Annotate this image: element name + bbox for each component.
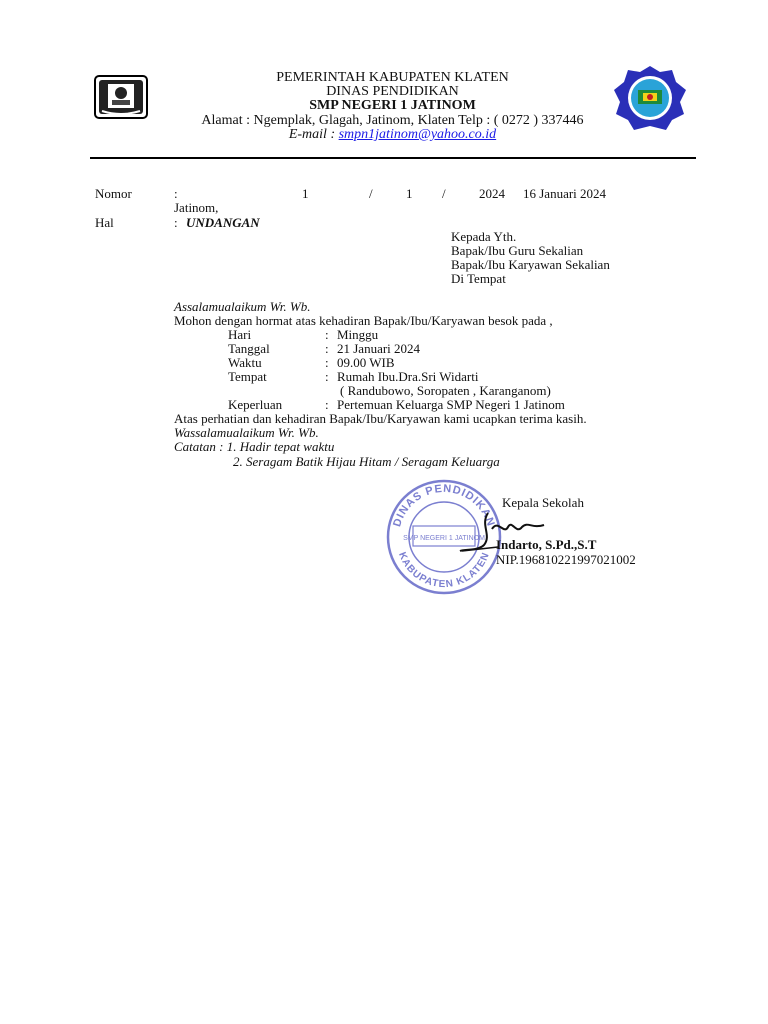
detail-colon: : xyxy=(325,369,329,384)
recipient-line4: Di Tempat xyxy=(451,271,506,286)
detail-value-waktu: 09.00 WIB xyxy=(337,355,395,370)
detail-label-keperluan: Keperluan xyxy=(228,397,283,412)
closing-text: Atas perhatian dan kehadiran Bapak/Ibu/Karyawan kami ucapkan terima kasih. xyxy=(174,411,587,426)
stamp-top-text: DINAS PENDIDIKAN xyxy=(391,482,497,529)
detail-value-tempat-address: ( Randubowo, Soropaten , Karanganom) xyxy=(340,383,551,398)
letterhead-divider xyxy=(90,157,696,159)
signatory-name: Indarto, S.Pd.,S.T xyxy=(496,537,597,552)
detail-value-tanggal: 21 Januari 2024 xyxy=(337,341,421,356)
recipient-line3: Bapak/Ibu Karyawan Sekalian xyxy=(451,257,610,272)
detail-value-tempat: Rumah Ibu.Dra.Sri Widarti xyxy=(337,369,479,384)
detail-label-tanggal: Tanggal xyxy=(228,341,270,356)
letter-date: 16 Januari 2024 xyxy=(523,186,607,201)
nomor-slash1: / xyxy=(369,186,373,201)
detail-value-keperluan: Pertemuan Keluarga SMP Negeri 1 Jatinom xyxy=(337,397,565,412)
intro-text: Mohon dengan hormat atas kehadiran Bapak/Ibu/Karyawan besok pada , xyxy=(174,313,553,328)
greeting: Assalamualaikum Wr. Wb. xyxy=(174,299,311,314)
salam-text: Wassalamualaikum Wr. Wb. xyxy=(174,425,319,440)
nomor-num1: 1 xyxy=(302,186,309,201)
detail-label-waktu: Waktu xyxy=(228,355,262,370)
letterhead-line1: PEMERINTAH KABUPATEN KLATEN xyxy=(276,70,509,85)
hal-label: Hal xyxy=(95,215,114,230)
nomor-colon: : xyxy=(174,186,178,201)
stamp-bottom-text: KABUPATEN KLATEN xyxy=(396,550,492,591)
school-address: Alamat : Ngemplak, Glagah, Jatinom, Klaten Telp : ( 0272 ) 337446 xyxy=(201,113,584,128)
catatan-line2: 2. Seragam Batik Hijau Hitam / Seragam Keluarga xyxy=(233,454,500,469)
signatory-title: Kepala Sekolah xyxy=(502,495,584,510)
recipient-line2: Bapak/Ibu Guru Sekalian xyxy=(451,243,584,258)
email-line xyxy=(150,127,635,143)
detail-colon: : xyxy=(325,397,329,412)
catatan-line1: Catatan : 1. Hadir tepat waktu xyxy=(174,439,335,454)
klaten-crest-logo xyxy=(94,75,148,119)
svg-text:KABUPATEN KLATEN xyxy=(396,551,492,590)
detail-value-hari: Minggu xyxy=(337,327,379,342)
email-link[interactable]: smpn1jatinom@yahoo.co.id xyxy=(338,127,497,142)
letter-place: Jatinom, xyxy=(174,200,219,215)
detail-colon: : xyxy=(325,341,329,356)
nomor-slash2: / xyxy=(442,186,446,201)
school-name: SMP NEGERI 1 JATINOM xyxy=(309,98,476,113)
nomor-label: Nomor xyxy=(95,186,132,201)
detail-label-hari: Hari xyxy=(228,327,252,342)
detail-colon: : xyxy=(325,355,329,370)
email-label: E-mail : xyxy=(288,127,336,142)
nomor-num2: 1 xyxy=(406,186,413,201)
signatory-nip: NIP.196810221997021002 xyxy=(496,552,636,567)
detail-label-tempat: Tempat xyxy=(228,369,267,384)
stamp-inner-text: SMP NEGERI 1 JATINOM xyxy=(403,535,485,542)
hal-colon: : xyxy=(174,215,178,230)
hal-value: UNDANGAN xyxy=(186,215,260,230)
detail-colon: : xyxy=(325,327,329,342)
nomor-year: 2024 xyxy=(479,186,505,201)
recipient-line1: Kepada Yth. xyxy=(451,229,517,244)
letterhead-line2: DINAS PENDIDIKAN xyxy=(326,84,459,99)
